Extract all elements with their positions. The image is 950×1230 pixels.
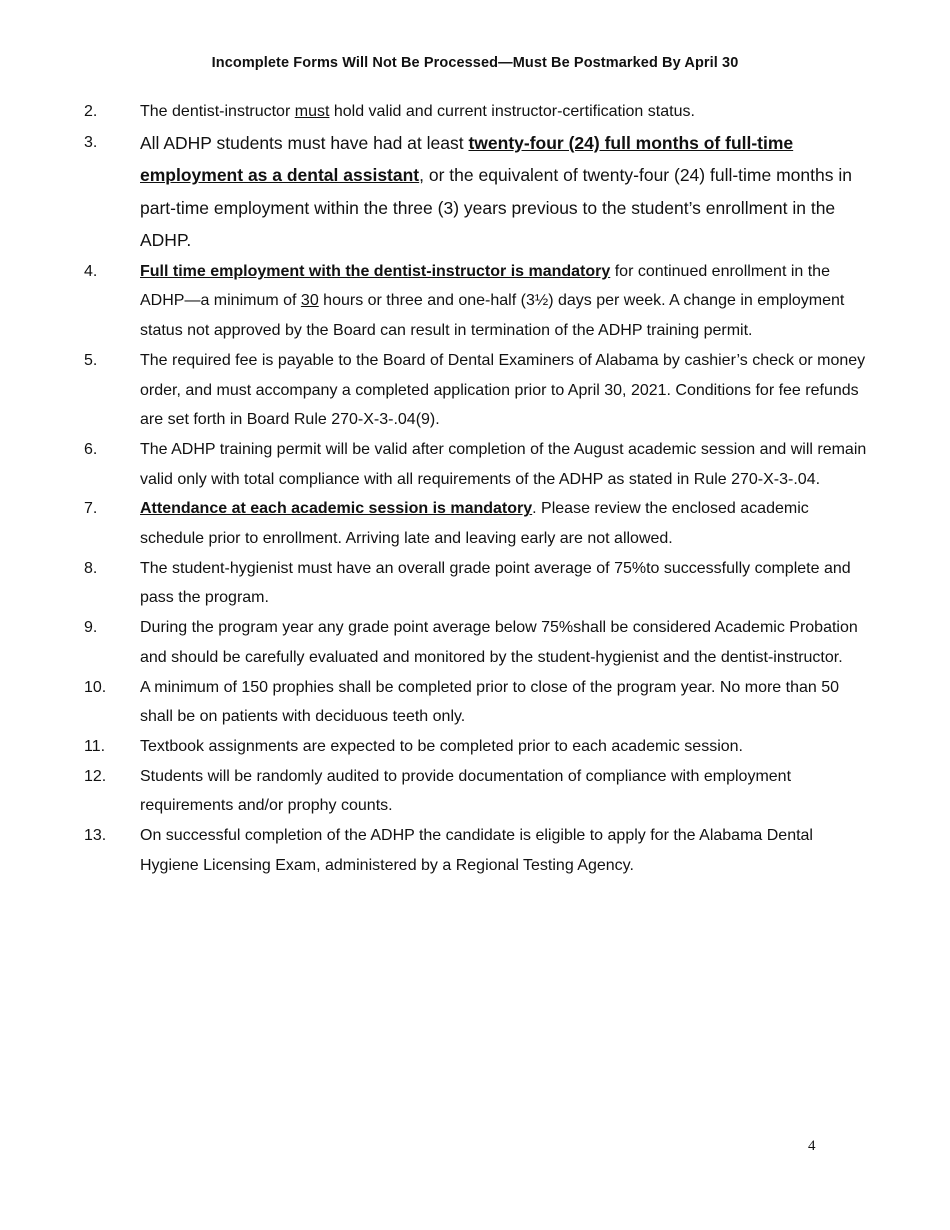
item-text: The student-hygienist must have an overall grade point average of 75%to successfully complete and pass the program. (140, 559, 851, 607)
list-item-11 (84, 732, 874, 762)
list-item-7 (84, 494, 874, 553)
item-text: Students will be randomly audited to provide documentation of compliance with employment requirements and/or prophy counts. (140, 767, 792, 815)
list-item-12 (84, 762, 874, 821)
emphasis-employment-requirement: twenty-four (24) full months of full-time employment as a dental assistant (140, 132, 794, 186)
item-text: A minimum of 150 prophies shall be completed prior to close of the program year. No more than 50 shall be on patients with deciduous teeth only. (140, 678, 840, 726)
item-text: Textbook assignments are expected to be completed prior to each academic session. (140, 737, 743, 755)
item-number: 6. (84, 440, 98, 458)
list-item-4 (84, 257, 874, 346)
emphasis-hours: 30 (300, 292, 319, 310)
page-number: 4 (808, 1138, 816, 1154)
item-number: 13. (84, 827, 107, 845)
item-text: On successful completion of the ADHP the candidate is eligible to apply for the Alabama Dental Hygiene Licensing Exam, administered by a Regional Testing Agency. (140, 827, 813, 874)
item-number: 3. (84, 133, 98, 151)
item-text: The required fee is payable to the Board of Dental Examiners of Alabama by cashier’s check or money order, and must accompany a completed application prior to April 30, 2021. Conditions for fee refunds are set forth in Board Rule 270-X-3-.04(9). (140, 351, 866, 429)
item-number: 4. (84, 262, 98, 280)
item-number: 8. (84, 559, 98, 577)
list-item-6 (84, 435, 874, 494)
requirements-list (84, 97, 874, 880)
emphasis-full-time-mandatory: Full time employment with the dentist-instructor is mandatory (140, 262, 611, 280)
item-number: 11. (84, 737, 106, 755)
list-item-3 (84, 127, 874, 257)
page-header: Incomplete Forms Will Not Be Processed—Must Be Postmarked By April 30 (211, 55, 739, 71)
list-item-8 (84, 554, 874, 613)
item-number: 7. (84, 500, 98, 518)
item-number: 2. (84, 103, 98, 120)
list-item-2 (84, 97, 874, 127)
item-text: All ADHP students must have had at least twenty-four (24) full months of full-time employment as a dental assistant, or the equivalent of twenty-four (24) full-time months in part-time employment within the three (3) years previous to the student’s enrollment in the ADHP. (140, 132, 852, 251)
item-text: The dentist-instructor must hold valid and current instructor-certification status. (140, 103, 695, 120)
item-number: 12. (84, 767, 107, 785)
item-text: The ADHP training permit will be valid after completion of the August academic session and will remain valid only with total compliance with all requirements of the ADHP as stated in Rule 270-X-3-.04. (140, 440, 867, 488)
item-number: 10. (84, 678, 107, 696)
item-text: Attendance at each academic session is mandatory. Please review the enclosed academic schedule prior to enrollment. Arriving late and leaving early are not allowed. (140, 500, 809, 548)
item-number: 5. (84, 351, 98, 369)
list-item-5 (84, 346, 874, 435)
list-item-10 (84, 673, 874, 732)
emphasis-attendance-mandatory: Attendance at each academic session is mandatory (140, 500, 533, 518)
item-text: Full time employment with the dentist-instructor is mandatory for continued enrollment in the ADHP—a minimum of 30 hours or three and one-half (3½) days per week. A change in employment status not approved by the Board can result in termination of the ADHP training permit. (140, 262, 845, 340)
item-text: During the program year any grade point average below 75%shall be considered Academic Probation and should be carefully evaluated and monitored by the student-hygienist and the dentist-instructor. (140, 619, 858, 666)
item-number: 9. (84, 619, 98, 637)
list-item-13 (84, 821, 874, 880)
list-item-9 (84, 613, 874, 672)
emphasis-must: must (294, 103, 330, 120)
